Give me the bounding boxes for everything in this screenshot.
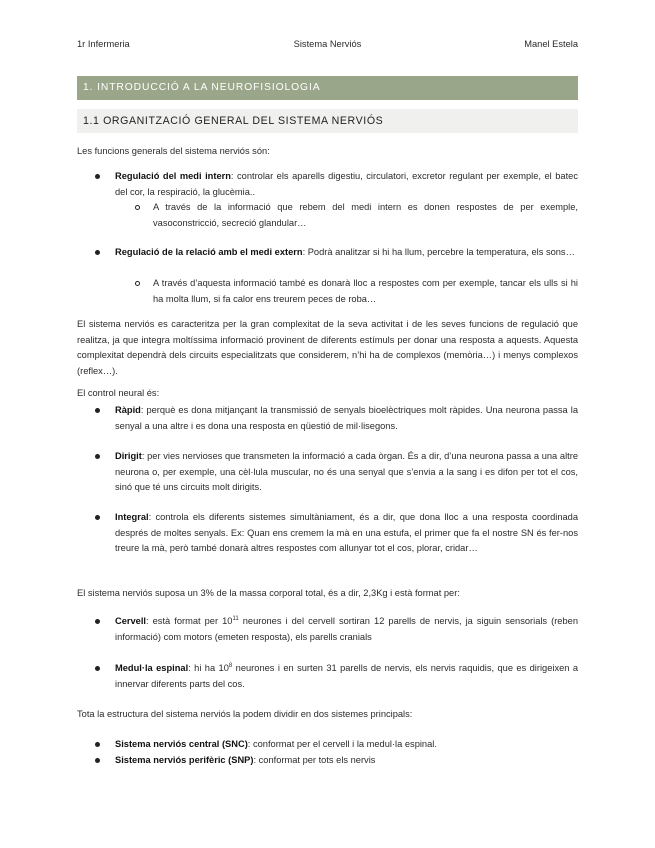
system-term: Sistema nerviós central (SNC) [115, 739, 248, 749]
control-text: : perquè es dona mitjançant la transmissió de senyals bioelèctriques molt ràpides. Una neurona passa la senyal a una altre i es dona una resposta en qüestió de mil·lisegons. [115, 405, 578, 431]
exponent: 11 [232, 615, 239, 622]
function-subtext: A través de la informació que rebem del medi intern es donen respostes de per exemple, vasoconstricció, secreció glandular… [153, 202, 578, 228]
organ-text: : hi ha 10 [188, 663, 229, 673]
mass-paragraph: El sistema nerviós suposa un 3% de la massa corporal total, és a dir, 2,3Kg i està format per: [77, 588, 460, 598]
bullet-icon [95, 454, 100, 459]
subsection-title: 1.1 ORGANITZACIÓ GENERAL DEL SISTEMA NERVIÓS [77, 109, 578, 133]
bullet-icon [95, 408, 100, 413]
section-title: 1. INTRODUCCIÓ A LA NEUROFISIOLOGIA [77, 76, 578, 100]
control-term: Dirigit [115, 451, 142, 461]
control-item [115, 449, 578, 496]
function-subtext: A través d’aquesta informació també es donarà lloc a respostes com per exemple, tancar els ulls si hi ha molta llum, si fa calor ens treurem peces de roba… [153, 278, 578, 304]
bullet-icon [95, 174, 100, 179]
header-author: Manel Estela [524, 39, 578, 49]
bullet-icon [95, 758, 100, 763]
header-subject: Sistema Nerviós [293, 39, 362, 49]
function-subitem [153, 276, 578, 307]
control-item [115, 510, 578, 557]
function-subitem [153, 200, 578, 231]
function-term: Regulació de la relació amb el medi extern [115, 247, 303, 257]
page-header [77, 39, 578, 51]
bullet-icon [95, 666, 100, 671]
organ-text: : està format per 10 [146, 616, 233, 626]
bullet-icon [95, 619, 100, 624]
system-item [115, 753, 578, 769]
complexity-paragraph: El sistema nerviós es caracteritza per la gran complexitat de la seva activitat i de les seves funcions de regulació que realitza, ja que integra moltíssima informació provinent de diferents estímuls per donar una resposta a aquests. Aquesta complexitat dependrà dels circuits especialitzats que considerem, n’hi ha de complexos (memòria…) i menys complexos (reflex…). [77, 319, 578, 376]
bullet-icon [95, 250, 100, 255]
function-text: : controlar els aparells digestiu, circulatori, excretor regulant per exemple, el batec del cor, la respiració, la glucèmia.. [115, 171, 578, 197]
circle-bullet-icon [135, 205, 140, 210]
function-item [115, 169, 578, 200]
control-term: Ràpid [115, 405, 141, 415]
control-intro: El control neural és: [77, 388, 160, 398]
organ-item [115, 661, 578, 692]
organ-term: Cervell [115, 616, 147, 626]
organ-term: Medul·la espinal [115, 663, 189, 673]
function-term: Regulació del medi intern [115, 171, 231, 181]
header-course: 1r Infermeria [77, 39, 130, 49]
organ-text: neurones i del cervell sortiran 12 parells de nervis, ja siguin sensorials (reben informació) com motors (emeten resposta), els parells cranials [115, 616, 578, 642]
control-term: Integral [115, 512, 149, 522]
system-text: : conformat per tots els nervis [253, 755, 376, 765]
control-text: : controla els diferents sistemes simultàniament, és a dir, que dona lloc a una resposta coordinada després de moltes senyals. Ex: Quan ens cremem la mà en una estufa, el primer que fa el nostre SN és fer-nos treure la mà, però també donarà altres respostes com allunyar tot el cos, plorar, cridar… [115, 512, 578, 554]
division-paragraph: Tota la estructura del sistema nerviós la podem dividir en dos sistemes principals: [77, 709, 413, 719]
organ-item [115, 614, 578, 645]
function-item [115, 245, 578, 261]
bullet-icon [95, 515, 100, 520]
function-text: : Podrà analitzar si hi ha llum, percebre la temperatura, els sons… [302, 247, 575, 257]
organ-text: neurones i en surten 31 parells de nervis, els nervis raquidis, que es dirigeixen a innervar diferents parts del cos. [115, 663, 579, 689]
circle-bullet-icon [135, 281, 140, 286]
intro-paragraph: Les funcions generals del sistema nerviós són: [77, 146, 270, 156]
bullet-icon [95, 742, 100, 747]
control-text: : per vies nervioses que transmeten la informació a cada òrgan. És a dir, d’una neurona passa a una altre neurona o, per exemple, una cèl·lula muscular, no és una senyal que s’envia a la sang i es difon per tot el cos, sinó que té uns circuits molt dirigits. [115, 451, 578, 493]
exponent: 8 [228, 662, 233, 669]
control-item [115, 403, 578, 434]
system-term: Sistema nerviós perifèric (SNP) [115, 755, 254, 765]
system-text: : conformat per el cervell i la medul·la espinal. [247, 739, 437, 749]
system-item [115, 737, 578, 753]
